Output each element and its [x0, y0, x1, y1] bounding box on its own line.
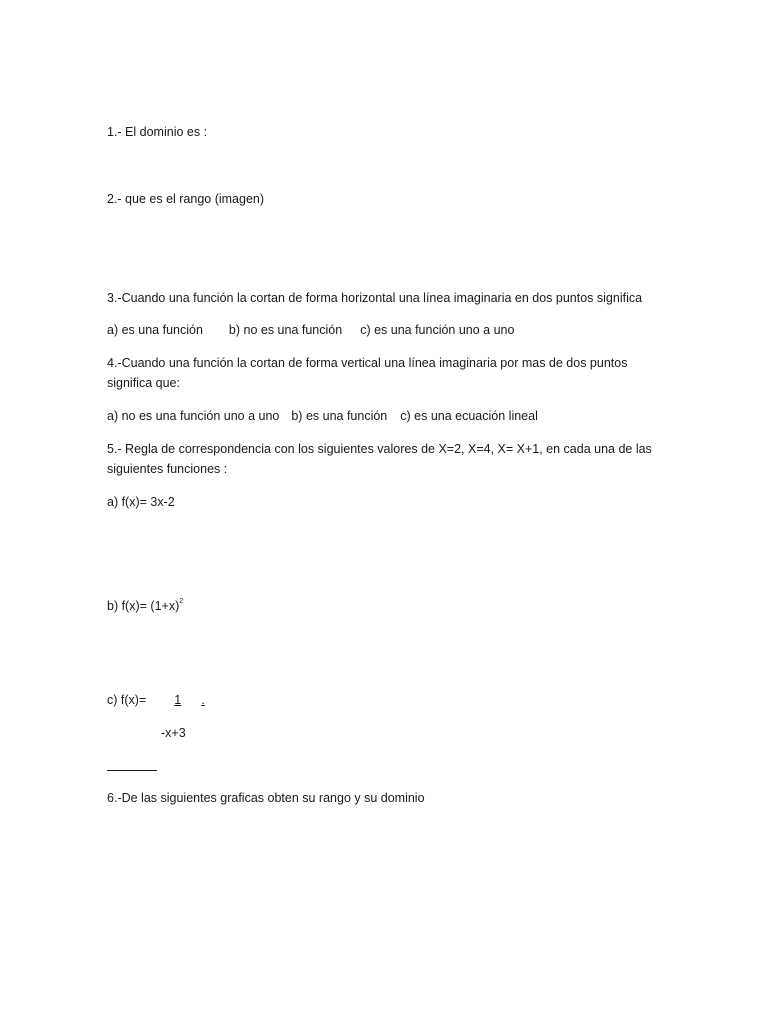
question-3	[107, 288, 642, 308]
question-5-item-c-denominator	[161, 723, 186, 743]
question-4-option-b: b) es una función	[291, 409, 388, 423]
question-2	[107, 189, 264, 209]
question-4-options	[107, 406, 538, 426]
question-6	[107, 788, 425, 808]
question-3-option-b: b) no es una función	[228, 323, 343, 337]
question-4-text-continued: significa que:	[107, 376, 180, 390]
divider-line	[107, 770, 157, 771]
question-4-line-2	[107, 373, 180, 393]
question-3-options	[107, 320, 514, 340]
question-3-text: 3.-Cuando una función la cortan de forma horizontal una línea imaginaria en dos puntos significa	[107, 291, 643, 305]
function-b: b) f(x)= (1+x)	[107, 599, 180, 613]
question-1	[107, 122, 207, 142]
function-b-exponent: 2	[179, 598, 184, 605]
question-5-text: 5.- Regla de correspondencia con los siguientes valores de X=2, X=4, X= X+1, en cada una de las	[107, 442, 652, 456]
question-3-option-c: c) es una función uno a uno	[360, 323, 515, 337]
question-4-option-c: c) es una ecuación lineal	[400, 409, 538, 423]
question-5-item-b	[107, 592, 183, 616]
question-5-text-continued: siguientes funciones :	[107, 462, 228, 476]
question-1-text: 1.- El dominio es :	[107, 125, 208, 139]
function-c-label: c) f(x)=	[107, 693, 147, 707]
question-5-item-a	[107, 492, 175, 512]
function-c-numerator: 1 .	[174, 693, 205, 707]
question-6-text: 6.-De las siguientes graficas obten su rango y su dominio	[107, 791, 425, 805]
question-5-line-1	[107, 439, 652, 459]
question-3-option-a: a) es una función	[107, 323, 203, 337]
question-4-option-a: a) no es una función uno a uno	[107, 409, 280, 423]
question-5-item-c	[107, 690, 211, 710]
question-2-text: 2.- que es el rango (imagen)	[107, 192, 265, 206]
question-4-text: 4.-Cuando una función la cortan de forma vertical una línea imaginaria por mas de dos puntos	[107, 356, 628, 370]
function-a: a) f(x)= 3x-2	[107, 495, 175, 509]
question-5-line-2	[107, 459, 227, 479]
function-c-denominator: -x+3	[161, 726, 186, 740]
question-4-line-1	[107, 353, 627, 373]
